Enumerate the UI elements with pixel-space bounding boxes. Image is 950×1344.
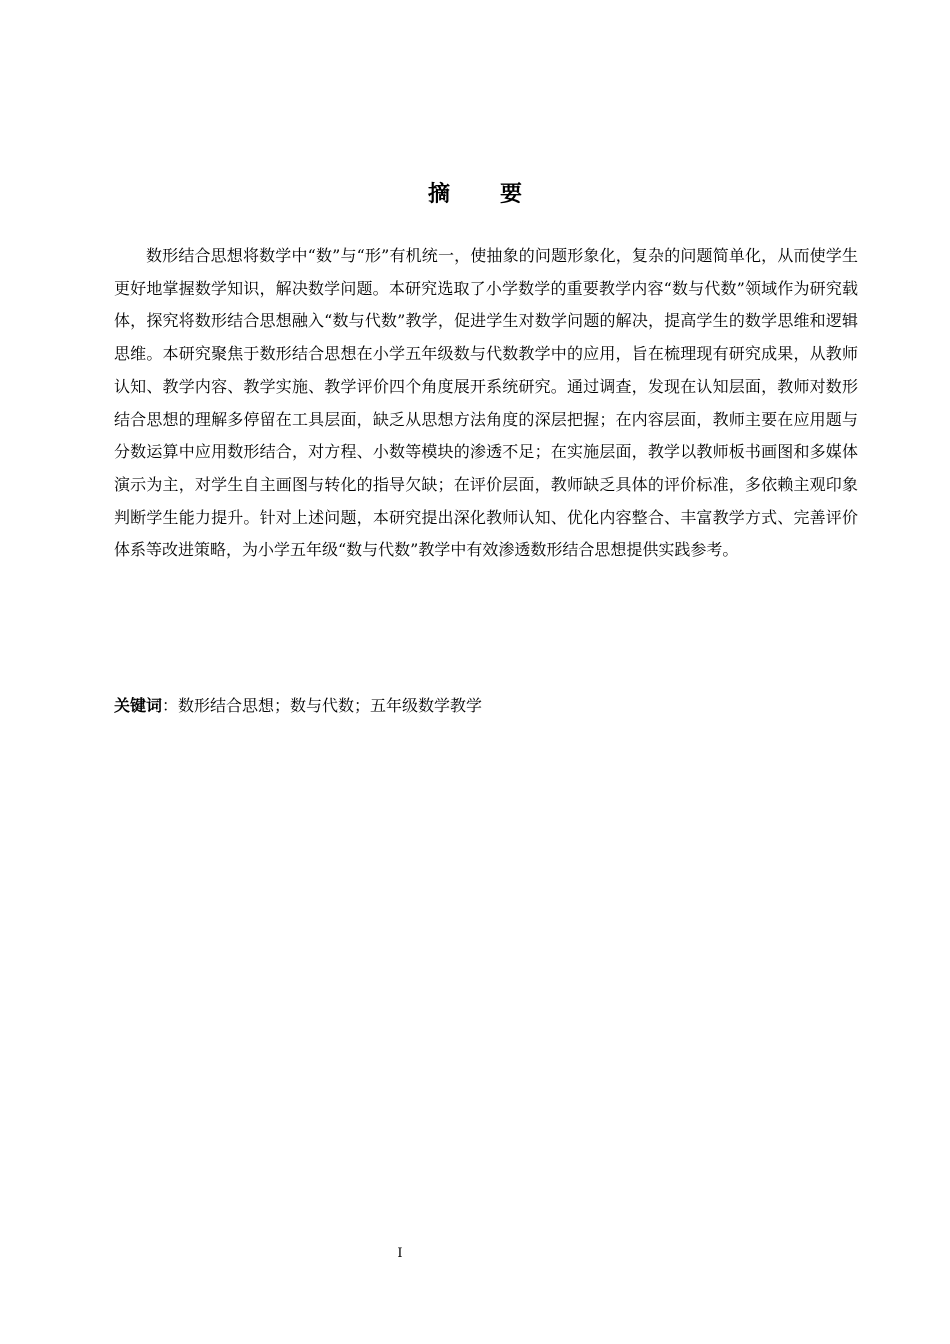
- page-number: [0, 1244, 950, 1264]
- abstract-title: [0, 178, 950, 212]
- abstract-body: 数形结合思想将数学中“数”与“形”有机统一，使抽象的问题形象化，复杂的问题简单化，从而使学生更好地掌握数学知识，解决数学问题。本研究选取了小学数学的重要教学内容“数与代数”领域作为研究载体，探究将数形结合思想融入“数与代数”教学，促进学生对数学问题的解决，提高学生的数学思维和逻辑思维。本研究聚焦于数形结合思想在小学五年级数与代数教学中的应用，旨在梳理现有研究成果，从教师认知、教学内容、教学实施、教学评价四个角度展开系统研究。通过调查，发现在认知层面，教师对数形结合思想的理解多停留在工具层面，缺乏从思想方法角度的深层把握；在内容层面，教师主要在应用题与分数运算中应用数形结合，对方程、小数等模块的渗透不足；在实施层面，教学以教师板书画图和多媒体演示为主，对学生自主画图与转化的指导欠缺；在评价层面，教师缺乏具体的评价标准，多依赖主观印象判断学生能力提升。针对上述问题，本研究提出深化教师认知、优化内容整合、丰富教学方式、完善评价体系等改进策略，为小学五年级“数与代数”教学中有效渗透数形结合思想提供实践参考。: [114, 246, 858, 560]
- abstract-title-char-1: 摘: [427, 182, 450, 207]
- keywords-text: 数形结合思想；数与代数；五年级数学教学: [178, 696, 483, 715]
- keywords-colon: ：: [162, 696, 179, 715]
- abstract-title-char-2: 要: [500, 182, 523, 207]
- keywords-label: 关键词: [114, 696, 163, 715]
- keywords-line: [114, 690, 858, 722]
- page-number-text: I: [397, 1246, 403, 1261]
